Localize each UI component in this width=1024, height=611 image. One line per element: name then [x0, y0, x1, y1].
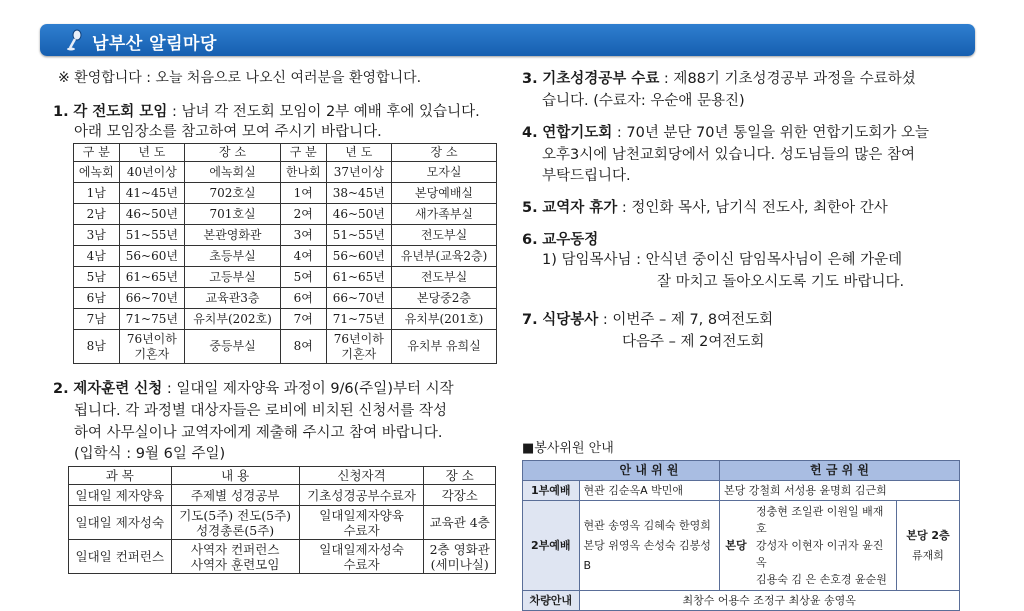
table-cell: 41~45년: [119, 183, 185, 204]
service-heading: ■봉사위원 안내: [522, 441, 614, 456]
table-cell: 전도부실: [392, 225, 497, 246]
table-header-cell: 과 목: [69, 467, 172, 485]
group-meeting-table: [73, 143, 497, 364]
row2-label: 2부예배: [523, 501, 580, 591]
item5-line1: [522, 198, 888, 219]
page-title: 남부산 알림마당: [92, 34, 217, 54]
welcome-text: ※ 환영합니다 : 오늘 처음으로 나오신 여러분을 환영합니다.: [58, 70, 422, 86]
service-table: [522, 460, 960, 611]
row2-extra-b: 류재희: [912, 548, 944, 562]
table-cell: 사역자 컨퍼런스 사역자 훈련모임: [171, 540, 299, 574]
table-cell: 51~55년: [119, 225, 185, 246]
item2-line4: (입학식 : 9월 6일 주일): [74, 446, 226, 462]
item1-text: : 남녀 각 전도회 모임이 2부 예배 후에 있습니다.: [167, 104, 480, 120]
item4-title: 연합기도회: [542, 125, 613, 141]
table-cell: 4남: [74, 246, 120, 267]
item7-line2: 다음주 – 제 2여전도회: [622, 334, 765, 350]
table-cell: 56~60년: [326, 246, 392, 267]
table-row: [74, 288, 497, 309]
table-cell: 교육관3층: [185, 288, 281, 309]
table-cell: 유치부(202호): [185, 309, 281, 330]
item7-line1: [522, 310, 773, 331]
table-header-cell: 내 용: [171, 467, 299, 485]
table-cell: 3남: [74, 225, 120, 246]
row1-guide: 현관 김순옥A 박민애: [579, 481, 720, 501]
table-cell: 고등부실: [185, 267, 281, 288]
table-cell: 한나회: [280, 162, 326, 183]
table-cell: 8여: [280, 330, 326, 364]
table-cell: 702호실: [185, 183, 281, 204]
item5-title: 교역자 휴가: [542, 200, 618, 216]
table-cell: 7남: [74, 309, 120, 330]
item4-num: 4.: [522, 125, 538, 141]
table-cell: 61~65년: [119, 267, 185, 288]
table-cell: 2층 영화관 (세미나실): [424, 540, 496, 574]
table-cell: 기초성경공부수료자: [299, 485, 424, 506]
item2-title: 제자훈련 신청: [73, 381, 163, 397]
table-cell: 37년이상: [326, 162, 392, 183]
table-cell: 유치부(201호): [392, 309, 497, 330]
service-corner: [523, 461, 580, 481]
item1-line2: 아래 모임장소를 참고하여 모여 주시기 바랍니다.: [74, 124, 382, 140]
table-cell: 유치부 유희실: [392, 330, 497, 364]
item2-text: : 일대일 제자양육 과정이 9/6(주일)부터 시작: [162, 381, 454, 397]
item6-line1: 1) 담임목사님 : 안식년 중이신 담임목사님이 은혜 가운데: [542, 252, 903, 268]
table-cell: 66~70년: [326, 288, 392, 309]
row3-value: 최창수 어용수 조정구 최상윤 송영옥: [579, 591, 960, 611]
table-cell: 각장소: [424, 485, 496, 506]
table-cell: 모자실: [392, 162, 497, 183]
item6-line2: 잘 마치고 돌아오시도록 기도 바랍니다.: [657, 274, 905, 290]
table-cell: 76년이하 기혼자: [119, 330, 185, 364]
table-cell: 에녹회실: [185, 162, 281, 183]
table-header-cell: 장 소: [185, 144, 281, 162]
table-cell: 8남: [74, 330, 120, 364]
microphone-icon: [66, 29, 84, 51]
table-cell: 38~45년: [326, 183, 392, 204]
row2-off-loc: 본당: [720, 501, 753, 591]
item3-line1: [522, 69, 916, 90]
table-row: [74, 246, 497, 267]
header-bar: [40, 24, 975, 56]
table-cell: 에녹회: [74, 162, 120, 183]
table-cell: 46~50년: [326, 204, 392, 225]
table-cell: 6남: [74, 288, 120, 309]
table-cell: 1여: [280, 183, 326, 204]
table-header-cell: 장 소: [392, 144, 497, 162]
table-cell: 4여: [280, 246, 326, 267]
table-cell: 3여: [280, 225, 326, 246]
item7-num: 7.: [522, 312, 538, 328]
row2-offering: [752, 501, 897, 591]
item4-line1: [522, 123, 929, 144]
table-header-cell: 구 분: [280, 144, 326, 162]
table-cell: 56~60년: [119, 246, 185, 267]
item2-line1: [53, 379, 454, 400]
table-cell: 71~75년: [119, 309, 185, 330]
table-cell: 일대일 제자성숙: [69, 506, 172, 540]
row2-guide-a: 현관 송영옥 김혜숙 한영희: [583, 518, 711, 532]
table-cell: 5남: [74, 267, 120, 288]
item3-title: 기초성경공부 수료: [542, 71, 660, 87]
table-header-row: [69, 467, 496, 485]
table-cell: 초등부실: [185, 246, 281, 267]
table-row: [74, 330, 497, 364]
table-row: [74, 204, 497, 225]
row2-guide-b: 본당 위영옥 손성숙 김봉성B: [583, 538, 711, 572]
table-cell: 2남: [74, 204, 120, 225]
offering-header: 헌 금 위 원: [720, 461, 960, 481]
table-row: [69, 506, 496, 540]
item6-title: 교우동정: [542, 232, 599, 248]
table-cell: 61~65년: [326, 267, 392, 288]
item1-title: 각 전도회 모임: [73, 104, 168, 120]
row1-offering: 본당 강철희 서성용 윤명희 김근희: [720, 481, 960, 501]
guide-header: 안 내 위 원: [579, 461, 720, 481]
table-header-cell: 구 분: [74, 144, 120, 162]
table-header-cell: 년 도: [326, 144, 392, 162]
item1-line1: [53, 102, 480, 123]
table-cell: 5여: [280, 267, 326, 288]
row2-extra: [897, 501, 960, 591]
table-cell: 본당중2층: [392, 288, 497, 309]
table-cell: 전도부실: [392, 267, 497, 288]
item4-line2: 오후3시에 남천교회당에서 있습니다. 성도님들의 많은 참여: [542, 147, 916, 163]
row3-label: 차량안내: [523, 591, 580, 611]
table-cell: 1남: [74, 183, 120, 204]
item6-num: 6.: [522, 232, 538, 248]
table-cell: 76년이하 기혼자: [326, 330, 392, 364]
item4-line3: 부탁드립니다.: [542, 168, 631, 184]
table-row: [74, 225, 497, 246]
table-cell: 유년부(교육2층): [392, 246, 497, 267]
table-row: [74, 309, 497, 330]
item3-line2: 습니다. (수료자: 우순애 문용진): [542, 93, 745, 109]
item2-line3: 하여 사무실이나 교역자에게 제출해 주시고 참여 바랍니다.: [74, 425, 443, 441]
row2-guide: [579, 501, 720, 591]
row2-extra-a: 본당 2층: [906, 528, 950, 542]
table-cell: 40년이상: [119, 162, 185, 183]
table-cell: 701호실: [185, 204, 281, 225]
table-header-cell: 장 소: [424, 467, 496, 485]
item3-num: 3.: [522, 71, 538, 87]
table-cell: 일대일제자성숙 수료자: [299, 540, 424, 574]
item4-text: : 70년 분단 70년 통일을 위한 연합기도회가 오늘: [612, 125, 930, 141]
item5-text: : 정인화 목사, 남기식 전도사, 최한아 간사: [617, 200, 888, 216]
item2-line2: 됩니다. 각 과정별 대상자들은 로비에 비치된 신청서를 작성: [74, 403, 448, 419]
discipleship-table: [68, 466, 496, 574]
item1-num: 1.: [53, 104, 69, 120]
table-cell: 기도(5주) 전도(5주) 성경총론(5주): [171, 506, 299, 540]
table-cell: 6여: [280, 288, 326, 309]
table-row: [69, 485, 496, 506]
row2-off-a: 정충현 조일관 이원일 배재호: [756, 505, 884, 535]
table-cell: 새가족부실: [392, 204, 497, 225]
table-cell: 일대일 컨퍼런스: [69, 540, 172, 574]
table-cell: 본당예배실: [392, 183, 497, 204]
table-cell: 46~50년: [119, 204, 185, 225]
row1-label: 1부예배: [523, 481, 580, 501]
table-header-cell: 신청자격: [299, 467, 424, 485]
item6-heading: [522, 230, 598, 251]
table-cell: 중등부실: [185, 330, 281, 364]
table-cell: 일대일제자양육 수료자: [299, 506, 424, 540]
table-cell: 66~70년: [119, 288, 185, 309]
table-row: [74, 162, 497, 183]
row2-off-b: 강성자 이현자 이귀자 윤진옥: [756, 539, 884, 569]
table-cell: 본관영화관: [185, 225, 281, 246]
table-row: [69, 540, 496, 574]
table-cell: 교육관 4층: [424, 506, 496, 540]
item7-text: : 이번주 – 제 7, 8여전도회: [598, 312, 774, 328]
table-cell: 71~75년: [326, 309, 392, 330]
item2-num: 2.: [53, 381, 69, 397]
table-row: [74, 183, 497, 204]
table-cell: 2여: [280, 204, 326, 225]
item5-num: 5.: [522, 200, 538, 216]
table-cell: 51~55년: [326, 225, 392, 246]
table-header-cell: 년 도: [119, 144, 185, 162]
table-cell: 일대일 제자양육: [69, 485, 172, 506]
table-header-row: [74, 144, 497, 162]
item7-title: 식당봉사: [542, 312, 599, 328]
table-row: [74, 267, 497, 288]
table-cell: 7여: [280, 309, 326, 330]
table-cell: 주제별 성경공부: [171, 485, 299, 506]
item3-text: : 제88기 기초성경공부 과정을 수료하셨: [659, 71, 916, 87]
row2-off-c: 김용숙 김 은 손호경 윤순원: [756, 573, 887, 586]
